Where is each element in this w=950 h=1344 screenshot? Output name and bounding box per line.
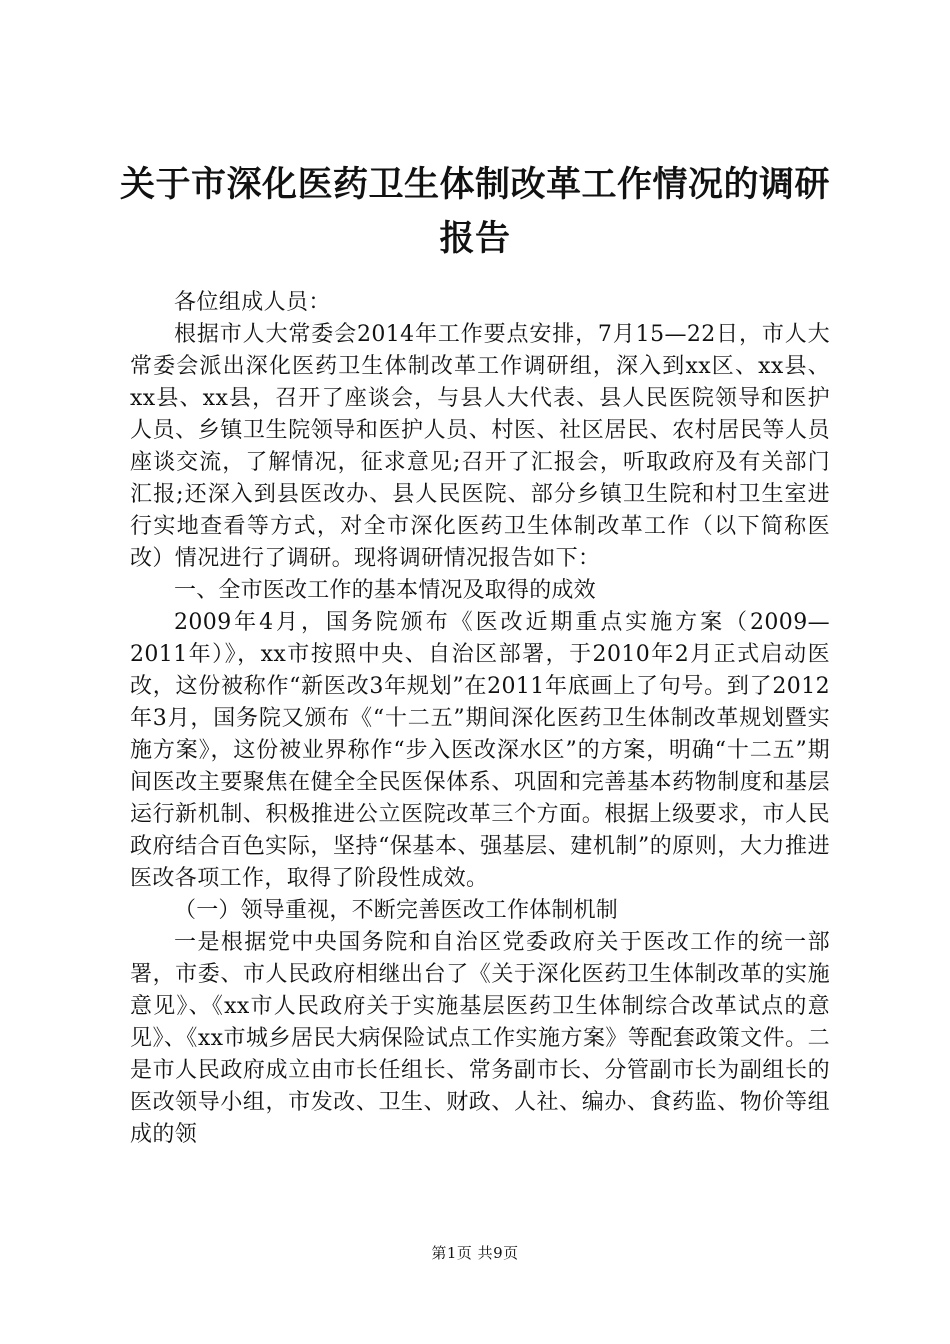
paragraph-background: 2009年4月，国务院颁布《医改近期重点实施方案（2009—2011年）》，xx市按照中央、自治区部署，于2010年2月正式启动医改，这份被称作“新医改3年规划”在2011年底画上了句号。到了2012年3月，国务院又颁布《“十二五”期间深化医药卫生体制改革规划暨实施方案》，这份被业界称作“步入医改深水区”的方案，明确“十二五”期间医改主要聚焦在健全全民医保体系、巩固和完善基本药物制度和基层运行新机制、积极推进公立医院改革三个方面。根据上级要求，市人民政府结合百色实际，坚持“保基本、强基层、建机制”的原则，大力推进医改各项工作，取得了阶段性成效。	[130, 610, 830, 891]
page-footer: 第1页 共9页	[431, 1244, 519, 1262]
title-line-1: 关于市深化医药卫生体制改革工作情况的调研	[120, 165, 831, 205]
salutation: 各位组成人员：	[174, 290, 331, 315]
section-heading-1: 一、全市医改工作的基本情况及取得的成效	[174, 578, 596, 603]
document-body	[130, 287, 830, 1151]
document-title	[120, 158, 830, 266]
paragraph-leadership: 一是根据党中央国务院和自治区党委政府关于医改工作的统一部署，市委、市人民政府相继出台了《关于深化医药卫生体制改革的实施意见》、《xx市人民政府关于实施基层医药卫生体制综合改革试点的意见》、《xx市城乡居民大病保险试点工作实施方案》等配套政策文件。二是市人民政府成立由市长任组长、常务副市长、分管副市长为副组长的医改领导小组，市发改、卫生、财政、人社、编办、食药监、物价等组成的领	[130, 930, 830, 1147]
title-line-2: 报告	[439, 219, 511, 259]
subsection-heading-1: （一）领导重视，不断完善医改工作体制机制	[174, 898, 619, 923]
paragraph-intro: 根据市人大常委会2014年工作要点安排，7月15—22日，市人大常委会派出深化医药卫生体制改革工作调研组，深入到xx区、xx县、xx县、xx县，召开了座谈会，与县人大代表、县人民医院领导和医护人员、乡镇卫生院领导和医护人员、村医、社区居民、农村居民等人员座谈交流，了解情况，征求意见;召开了汇报会，听取政府及有关部门汇报;还深入到县医改办、县人民医院、部分乡镇卫生院和村卫生室进行实地查看等方式，对全市深化医药卫生体制改革工作（以下简称医改）情况进行了调研。现将调研情况报告如下：	[130, 322, 830, 571]
